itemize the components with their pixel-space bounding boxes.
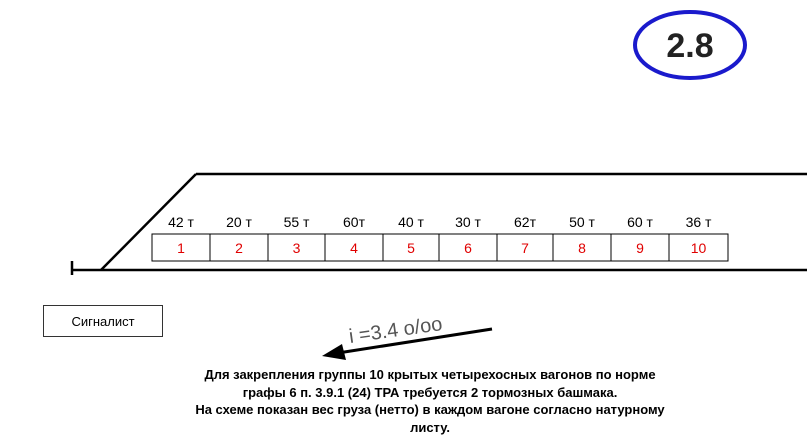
wagon-number: 8 bbox=[578, 240, 586, 256]
wagon-4 bbox=[325, 214, 383, 261]
grade-arrow-head bbox=[322, 344, 346, 360]
caption-line-2: графы 6 п. 3.9.1 (24) ТРА требуется 2 тормозных башмака. bbox=[242, 384, 618, 400]
wagon-group bbox=[152, 214, 728, 261]
wagon-number: 5 bbox=[407, 240, 415, 256]
wagon-5 bbox=[383, 214, 439, 261]
wagon-7 bbox=[497, 214, 553, 261]
wagon-number: 4 bbox=[350, 240, 358, 256]
wagon-9 bbox=[611, 214, 669, 261]
wagon-1 bbox=[152, 214, 210, 261]
wagon-6 bbox=[439, 214, 497, 261]
wagon-number: 9 bbox=[636, 240, 644, 256]
wagon-8 bbox=[553, 214, 611, 261]
wagon-weight: 36 т bbox=[685, 214, 712, 230]
wagon-number: 2 bbox=[235, 240, 243, 256]
caption-text bbox=[110, 366, 750, 436]
wagon-weight: 30 т bbox=[455, 214, 481, 230]
wagon-number: 7 bbox=[521, 240, 529, 256]
wagon-number: 6 bbox=[464, 240, 472, 256]
wagon-weight: 60 т bbox=[627, 214, 653, 230]
grade-indicator bbox=[322, 313, 492, 360]
wagon-number: 3 bbox=[292, 240, 301, 256]
wagon-2 bbox=[210, 214, 268, 261]
wagon-weight: 42 т bbox=[168, 214, 194, 230]
wagon-number: 1 bbox=[177, 240, 185, 256]
wagon-weight: 62т bbox=[514, 214, 536, 230]
grade-label: i =3.4 о/оо bbox=[347, 313, 444, 348]
wagon-weight: 55 т bbox=[283, 214, 310, 230]
caption-line-1: Для закрепления группы 10 крытых четырехосных вагонов по норме bbox=[204, 367, 656, 382]
wagon-weight: 50 т bbox=[569, 214, 595, 230]
wagon-weight: 20 т bbox=[226, 214, 252, 230]
wagon-3 bbox=[268, 214, 325, 261]
signalman-box bbox=[43, 305, 163, 337]
signalman-label: Сигналист bbox=[71, 313, 135, 329]
wagon-number: 10 bbox=[690, 240, 707, 256]
wagon-weight: 40 т bbox=[398, 214, 424, 230]
caption-line-3: На схеме показан вес груза (нетто) в каждом вагоне согласно натурному bbox=[195, 402, 665, 417]
badge-label: 2.8 bbox=[666, 27, 714, 65]
caption-line-4: листу. bbox=[410, 419, 450, 435]
scheme-badge bbox=[635, 12, 745, 78]
wagon-10 bbox=[669, 214, 728, 261]
wagon-weight: 60т bbox=[343, 214, 365, 230]
